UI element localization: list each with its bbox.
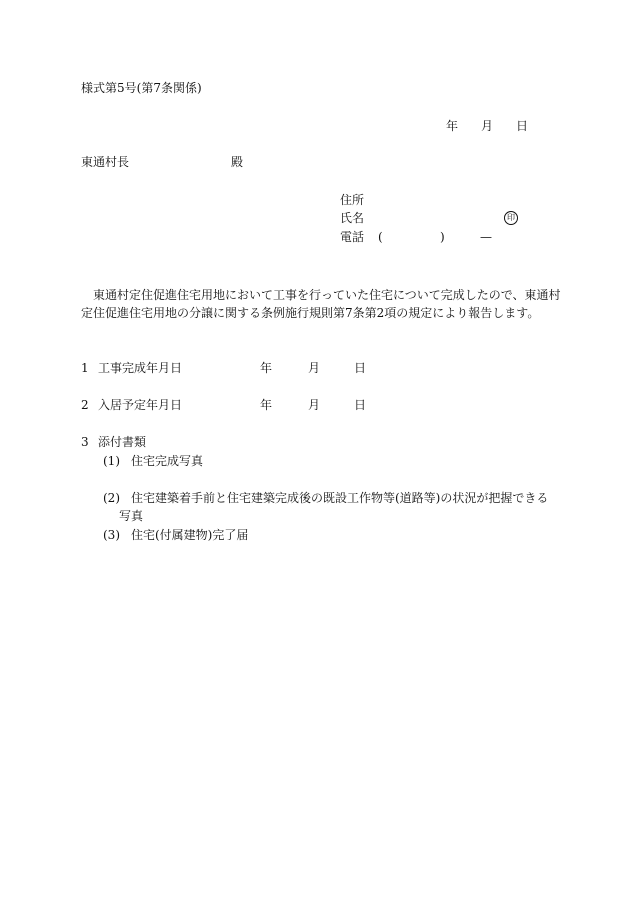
phone-open-paren: ( <box>378 230 383 244</box>
attachment-number-1: (1) <box>103 454 120 468</box>
body-line-1: 東通村定住促進住宅用地において工事を行っていた住宅について完成したので、東通村 <box>93 288 561 302</box>
attachment-number-2: (2) <box>103 491 120 505</box>
item-number-2: 2 <box>81 398 89 412</box>
attachment-text-3: 住宅(付属建物)完了届 <box>131 528 249 542</box>
item-year-1: 年 <box>260 361 273 375</box>
item-day-2: 日 <box>354 398 367 412</box>
item-label-3: 添付書類 <box>98 435 147 449</box>
date-month-label: 月 <box>481 119 494 133</box>
phone-close-paren: ) <box>440 230 445 244</box>
item-year-2: 年 <box>260 398 273 412</box>
name-label: 氏名 <box>340 211 365 225</box>
item-label-1: 工事完成年月日 <box>98 361 183 375</box>
item-label-2: 入居予定年月日 <box>98 398 183 412</box>
item-month-2: 月 <box>308 398 321 412</box>
seal-mark: 印 <box>504 211 518 225</box>
date-day-label: 日 <box>516 119 529 133</box>
attachment-text-1: 住宅完成写真 <box>131 454 204 468</box>
item-number-3: 3 <box>81 435 89 449</box>
attachment-text-2-cont: 写真 <box>119 509 144 523</box>
item-day-1: 日 <box>354 361 367 375</box>
body-line-2: 定住促進住宅用地の分譲に関する条例施行規則第7条第2項の規定により報告します。 <box>81 306 540 320</box>
attachment-number-3: (3) <box>103 528 120 542</box>
address-label: 住所 <box>340 193 365 207</box>
date-year-label: 年 <box>446 119 459 133</box>
item-number-1: 1 <box>81 361 89 375</box>
addressee-name: 東通村長 <box>81 155 130 169</box>
addressee-honorific: 殿 <box>231 155 244 169</box>
phone-label: 電話 <box>340 230 365 244</box>
attachment-text-2: 住宅建築着手前と住宅建築完成後の既設工作物等(道路等)の状況が把握できる <box>131 491 549 505</box>
phone-dash: — <box>480 230 492 244</box>
form-number: 様式第5号(第7条関係) <box>81 81 202 95</box>
item-month-1: 月 <box>308 361 321 375</box>
